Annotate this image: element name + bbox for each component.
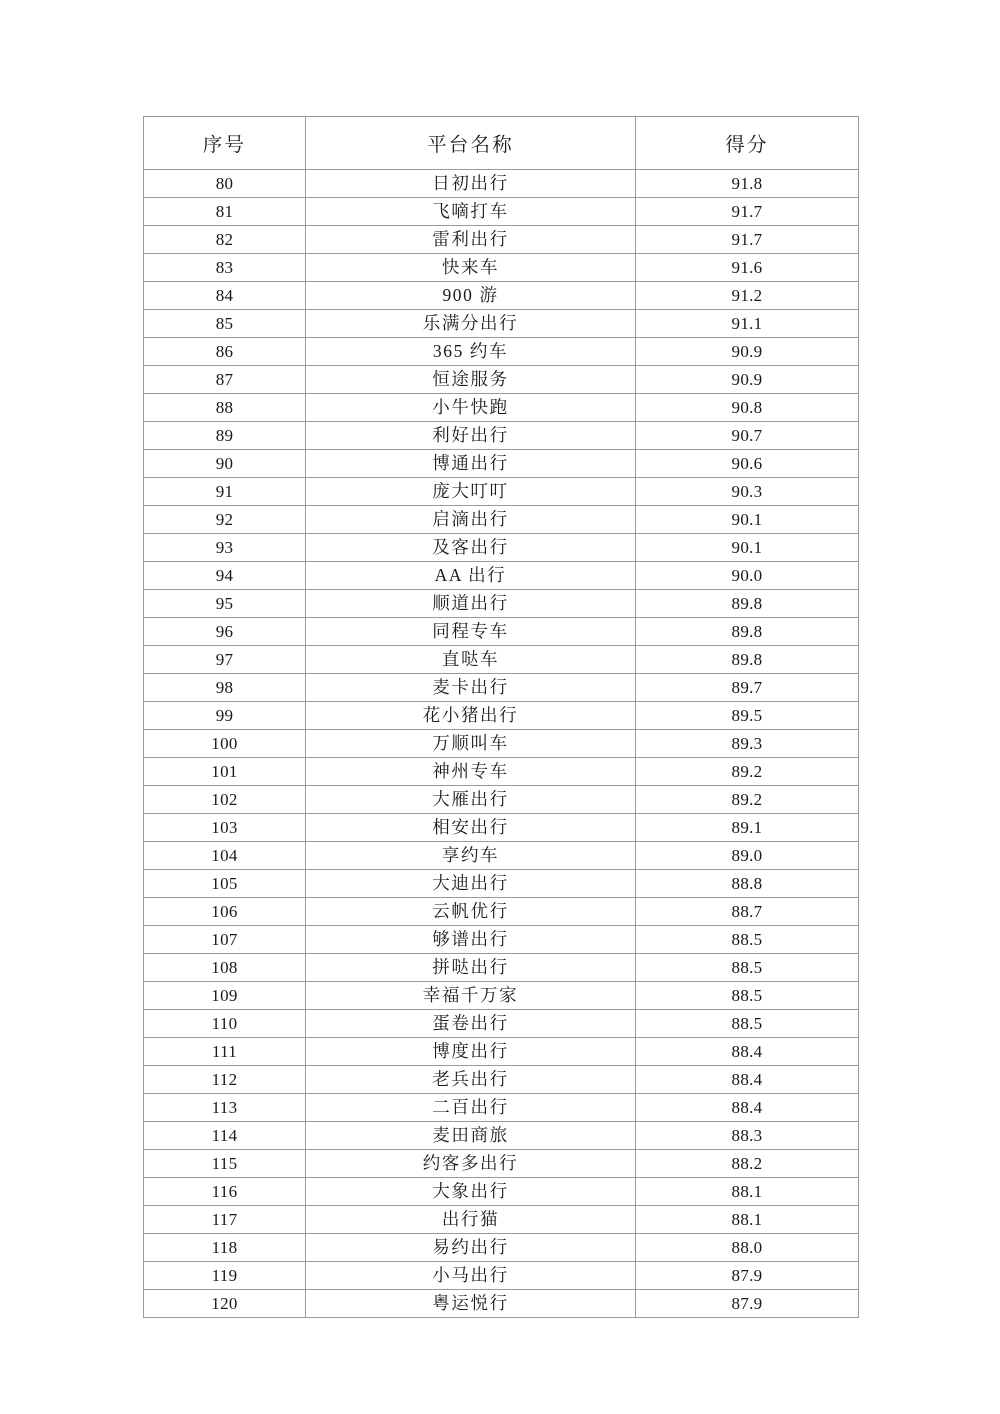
cell-score: 90.7 (636, 422, 859, 450)
table-row (144, 758, 859, 786)
cell-platform-name: 乐满分出行 (306, 310, 636, 338)
cell-platform-name: 恒途服务 (306, 366, 636, 394)
cell-rank: 107 (144, 926, 306, 954)
cell-score: 90.6 (636, 450, 859, 478)
cell-score: 89.7 (636, 674, 859, 702)
table-row (144, 674, 859, 702)
cell-rank: 90 (144, 450, 306, 478)
table-row (144, 1094, 859, 1122)
cell-score: 87.9 (636, 1290, 859, 1318)
cell-platform-name: 博度出行 (306, 1038, 636, 1066)
score-table-container (143, 116, 858, 1318)
cell-platform-name: 顺道出行 (306, 590, 636, 618)
cell-rank: 95 (144, 590, 306, 618)
table-row (144, 590, 859, 618)
cell-score: 89.8 (636, 646, 859, 674)
table-row (144, 422, 859, 450)
cell-score: 90.9 (636, 366, 859, 394)
cell-rank: 100 (144, 730, 306, 758)
cell-rank: 110 (144, 1010, 306, 1038)
cell-platform-name: 直哒车 (306, 646, 636, 674)
cell-rank: 93 (144, 534, 306, 562)
table-row (144, 226, 859, 254)
cell-platform-name: 大迪出行 (306, 870, 636, 898)
cell-score: 88.7 (636, 898, 859, 926)
cell-score: 88.4 (636, 1066, 859, 1094)
cell-score: 89.8 (636, 590, 859, 618)
cell-score: 88.5 (636, 926, 859, 954)
cell-rank: 85 (144, 310, 306, 338)
cell-score: 88.2 (636, 1150, 859, 1178)
cell-platform-name: 粤运悦行 (306, 1290, 636, 1318)
table-row (144, 1150, 859, 1178)
cell-score: 88.1 (636, 1206, 859, 1234)
cell-platform-name: 万顺叫车 (306, 730, 636, 758)
cell-rank: 113 (144, 1094, 306, 1122)
cell-rank: 84 (144, 282, 306, 310)
cell-platform-name: 利好出行 (306, 422, 636, 450)
table-row (144, 534, 859, 562)
cell-platform-name: 日初出行 (306, 170, 636, 198)
cell-rank: 119 (144, 1262, 306, 1290)
cell-platform-name: 900 游 (306, 282, 636, 310)
table-row (144, 954, 859, 982)
table-row (144, 1178, 859, 1206)
cell-rank: 103 (144, 814, 306, 842)
cell-score: 88.1 (636, 1178, 859, 1206)
cell-platform-name: 小牛快跑 (306, 394, 636, 422)
cell-score: 89.5 (636, 702, 859, 730)
cell-score: 89.3 (636, 730, 859, 758)
table-row (144, 366, 859, 394)
table-header (144, 117, 859, 170)
table-row (144, 926, 859, 954)
cell-rank: 89 (144, 422, 306, 450)
cell-platform-name: 出行猫 (306, 1206, 636, 1234)
table-row (144, 870, 859, 898)
table-row (144, 170, 859, 198)
cell-platform-name: 大雁出行 (306, 786, 636, 814)
cell-rank: 88 (144, 394, 306, 422)
cell-rank: 81 (144, 198, 306, 226)
cell-rank: 106 (144, 898, 306, 926)
cell-rank: 86 (144, 338, 306, 366)
cell-rank: 94 (144, 562, 306, 590)
table-row (144, 450, 859, 478)
cell-rank: 98 (144, 674, 306, 702)
cell-rank: 80 (144, 170, 306, 198)
cell-score: 89.8 (636, 618, 859, 646)
cell-platform-name: 麦卡出行 (306, 674, 636, 702)
cell-platform-name: 相安出行 (306, 814, 636, 842)
cell-rank: 120 (144, 1290, 306, 1318)
cell-platform-name: 老兵出行 (306, 1066, 636, 1094)
cell-platform-name: 365 约车 (306, 338, 636, 366)
table-row (144, 1262, 859, 1290)
table-row (144, 898, 859, 926)
table-header-row (144, 117, 859, 170)
cell-score: 88.3 (636, 1122, 859, 1150)
cell-rank: 87 (144, 366, 306, 394)
cell-platform-name: 大象出行 (306, 1178, 636, 1206)
column-header-rank: 序号 (144, 117, 306, 170)
table-row (144, 646, 859, 674)
table-row (144, 338, 859, 366)
cell-platform-name: 花小猪出行 (306, 702, 636, 730)
table-row (144, 702, 859, 730)
table-row (144, 786, 859, 814)
cell-rank: 91 (144, 478, 306, 506)
cell-score: 89.1 (636, 814, 859, 842)
column-header-name: 平台名称 (306, 117, 636, 170)
table-row (144, 1066, 859, 1094)
cell-score: 88.4 (636, 1038, 859, 1066)
cell-platform-name: 快来车 (306, 254, 636, 282)
table-row (144, 506, 859, 534)
cell-score: 88.5 (636, 954, 859, 982)
table-body (144, 170, 859, 1318)
table-row (144, 842, 859, 870)
table-row (144, 282, 859, 310)
cell-rank: 112 (144, 1066, 306, 1094)
table-row (144, 310, 859, 338)
cell-rank: 105 (144, 870, 306, 898)
table-row (144, 394, 859, 422)
table-row (144, 1038, 859, 1066)
cell-platform-name: 幸福千万家 (306, 982, 636, 1010)
cell-score: 89.0 (636, 842, 859, 870)
cell-score: 88.0 (636, 1234, 859, 1262)
cell-rank: 115 (144, 1150, 306, 1178)
cell-score: 91.8 (636, 170, 859, 198)
cell-score: 90.8 (636, 394, 859, 422)
cell-rank: 101 (144, 758, 306, 786)
cell-platform-name: 拼哒出行 (306, 954, 636, 982)
cell-platform-name: 享约车 (306, 842, 636, 870)
platform-score-table (143, 116, 859, 1318)
cell-platform-name: 神州专车 (306, 758, 636, 786)
cell-score: 87.9 (636, 1262, 859, 1290)
cell-score: 91.6 (636, 254, 859, 282)
cell-rank: 82 (144, 226, 306, 254)
cell-rank: 102 (144, 786, 306, 814)
cell-score: 88.5 (636, 1010, 859, 1038)
cell-rank: 111 (144, 1038, 306, 1066)
cell-rank: 99 (144, 702, 306, 730)
table-row (144, 1290, 859, 1318)
table-row (144, 814, 859, 842)
cell-platform-name: 及客出行 (306, 534, 636, 562)
cell-score: 89.2 (636, 758, 859, 786)
cell-rank: 83 (144, 254, 306, 282)
cell-rank: 92 (144, 506, 306, 534)
cell-platform-name: 麦田商旅 (306, 1122, 636, 1150)
cell-score: 91.7 (636, 198, 859, 226)
cell-score: 90.9 (636, 338, 859, 366)
cell-rank: 97 (144, 646, 306, 674)
cell-score: 88.4 (636, 1094, 859, 1122)
table-row (144, 1122, 859, 1150)
table-row (144, 198, 859, 226)
cell-score: 90.1 (636, 506, 859, 534)
table-row (144, 1234, 859, 1262)
cell-platform-name: 同程专车 (306, 618, 636, 646)
cell-rank: 96 (144, 618, 306, 646)
cell-score: 89.2 (636, 786, 859, 814)
cell-score: 90.3 (636, 478, 859, 506)
cell-platform-name: 小马出行 (306, 1262, 636, 1290)
cell-score: 90.0 (636, 562, 859, 590)
cell-platform-name: AA 出行 (306, 562, 636, 590)
cell-rank: 117 (144, 1206, 306, 1234)
table-row (144, 618, 859, 646)
table-row (144, 254, 859, 282)
cell-score: 90.1 (636, 534, 859, 562)
table-row (144, 562, 859, 590)
cell-score: 91.7 (636, 226, 859, 254)
cell-score: 88.5 (636, 982, 859, 1010)
cell-platform-name: 蛋卷出行 (306, 1010, 636, 1038)
cell-score: 88.8 (636, 870, 859, 898)
cell-platform-name: 博通出行 (306, 450, 636, 478)
cell-platform-name: 够谱出行 (306, 926, 636, 954)
cell-platform-name: 约客多出行 (306, 1150, 636, 1178)
cell-platform-name: 雷利出行 (306, 226, 636, 254)
cell-score: 91.2 (636, 282, 859, 310)
cell-platform-name: 易约出行 (306, 1234, 636, 1262)
cell-rank: 116 (144, 1178, 306, 1206)
column-header-score: 得分 (636, 117, 859, 170)
cell-platform-name: 启滴出行 (306, 506, 636, 534)
table-row (144, 982, 859, 1010)
cell-rank: 108 (144, 954, 306, 982)
cell-platform-name: 二百出行 (306, 1094, 636, 1122)
table-row (144, 1206, 859, 1234)
cell-platform-name: 云帆优行 (306, 898, 636, 926)
cell-platform-name: 庞大叮叮 (306, 478, 636, 506)
cell-rank: 118 (144, 1234, 306, 1262)
cell-rank: 104 (144, 842, 306, 870)
cell-platform-name: 飞嘀打车 (306, 198, 636, 226)
table-row (144, 1010, 859, 1038)
cell-score: 91.1 (636, 310, 859, 338)
table-row (144, 730, 859, 758)
cell-rank: 114 (144, 1122, 306, 1150)
cell-rank: 109 (144, 982, 306, 1010)
table-row (144, 478, 859, 506)
